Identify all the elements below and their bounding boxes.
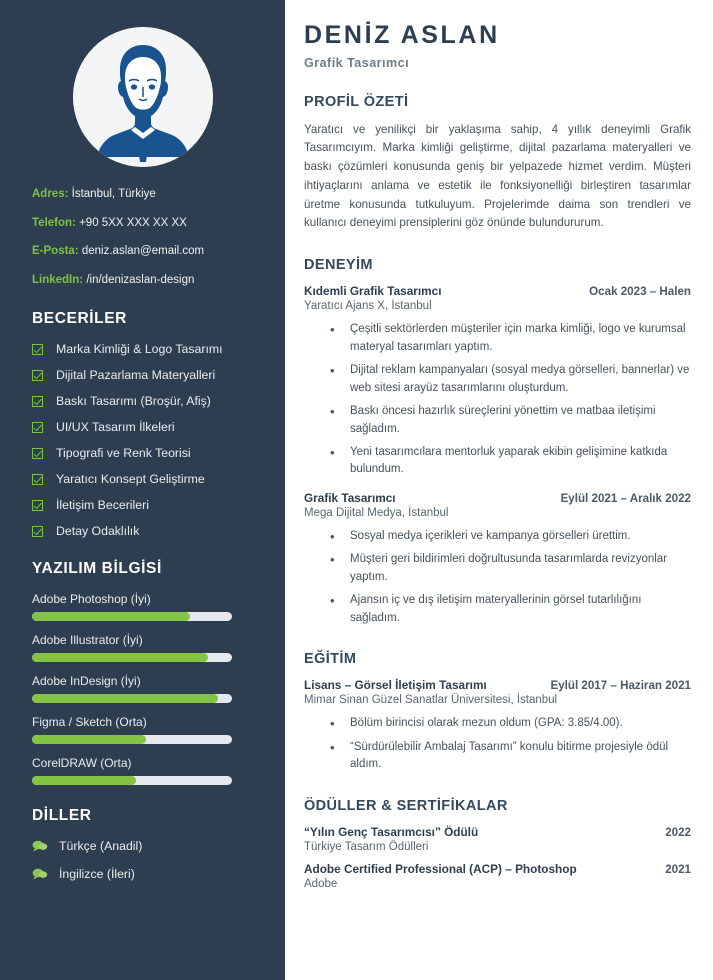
software-section <box>0 560 285 785</box>
software-progress-fill <box>32 612 190 621</box>
list-item <box>32 867 253 881</box>
software-title: YAZILIM BİLGİSİ <box>32 560 162 578</box>
avatar-container <box>0 0 285 167</box>
entry-header <box>304 491 691 505</box>
list-item <box>32 756 253 785</box>
list-item <box>32 633 253 662</box>
list-item <box>32 498 253 512</box>
skill-label: Yaratıcı Konsept Geliştirme <box>56 472 205 487</box>
checkbox-icon <box>32 370 43 381</box>
profile-summary-text: Yaratıcı ve yenilikçi bir yaklaşıma sahip, 4 yıllık deneyimli Grafik Tasarımcıyım. Marka kimliği geliştirme, dijital pazarlama materyalleri ve baskı çözümleri konusunda geniş bir yelpazede hizmet verdim. Müşteri ihtiyaçlarını anlama ve estetik ile fonksiyonelliği birleştiren tasarımlar üretme konusunda tutkuluyum. Projelerimde daima son trendleri ve kullanıcı deneyimi prensiplerini göz önünde bulundururum. <box>304 122 691 230</box>
contact-label-address: Adres: <box>32 188 69 200</box>
speech-bubble-icon <box>32 839 48 853</box>
checkbox-icon <box>32 526 43 537</box>
job-title: Grafik Tasarımcı <box>304 55 410 70</box>
skill-label: Tipografi ve Renk Teorisi <box>56 446 191 461</box>
section-title-profile: PROFİL ÖZETİ <box>304 93 409 110</box>
award-entry <box>304 825 691 853</box>
list-item: • Dijital reklam kampanyaları (sosyal medya görselleri, bannerlar) ve web sitesi arayüz tasarımlarını oluşturdum. <box>350 362 691 397</box>
speech-bubble-icon <box>32 867 48 881</box>
award-organization: Türkiye Tasarım Ödülleri <box>304 840 429 853</box>
list-item <box>32 342 253 356</box>
language-label: İngilizce (İleri) <box>59 867 135 882</box>
list-item: • Yeni tasarımcılara mentorluk yaparak ekibin gelişimine katkıda bulundum. <box>350 444 691 479</box>
contact-item-linkedin[interactable] <box>32 273 253 289</box>
contact-value-email[interactable]: deniz.aslan@email.com <box>81 245 205 258</box>
languages-section <box>0 807 285 881</box>
entry-date: Ocak 2023 – Halen <box>589 285 691 299</box>
award-title: Adobe Certified Professional (ACP) – Photoshop <box>304 861 577 876</box>
list-item <box>32 394 253 408</box>
entry-date: Eylül 2021 – Aralık 2022 <box>560 491 691 505</box>
sidebar <box>0 0 285 980</box>
entry-role: Grafik Tasarımcı <box>304 490 396 505</box>
list-item: • Bölüm birincisi olarak mezun oldum (GPA: 3.85/4.00). <box>350 715 691 732</box>
skill-label: Marka Kimliği & Logo Tasarımı <box>56 342 223 357</box>
award-year: 2021 <box>665 862 691 876</box>
checkbox-icon <box>32 396 43 407</box>
software-progress-fill <box>32 735 146 744</box>
skill-label: Dijital Pazarlama Materyalleri <box>56 368 216 383</box>
list-item: • “Sürdürülebilir Ambalaj Tasarımı” konulu bitirme projesiyle ödül aldım. <box>350 739 691 774</box>
list-item <box>32 368 253 382</box>
contact-item-phone <box>32 216 253 232</box>
entry-bullet-list <box>304 528 691 627</box>
award-title: “Yılın Genç Tasarımcısı” Ödülü <box>304 824 479 839</box>
experience-entry <box>304 284 691 479</box>
skills-title: BECERİLER <box>32 310 127 328</box>
entry-header <box>304 678 691 692</box>
list-item <box>32 524 253 538</box>
person-portrait-icon <box>73 27 213 167</box>
list-item: • Sosyal medya içerikleri ve kampanya görselleri ürettim. <box>350 528 691 545</box>
entry-header <box>304 284 691 298</box>
list-item <box>32 674 253 703</box>
software-progress-track <box>32 653 232 662</box>
section-title-experience: DENEYİM <box>304 257 373 274</box>
software-progress-track <box>32 776 232 785</box>
award-year: 2022 <box>665 825 691 839</box>
checkbox-icon <box>32 500 43 511</box>
software-progress-fill <box>32 694 218 703</box>
software-label: CorelDRAW (Orta) <box>32 756 132 771</box>
entry-role: Kıdemli Grafik Tasarımcı <box>304 284 442 299</box>
list-item <box>32 472 253 486</box>
contact-item-email[interactable] <box>32 244 253 260</box>
skill-label: UI/UX Tasarım İlkeleri <box>56 420 175 435</box>
award-organization: Adobe <box>304 877 338 890</box>
entry-date: Eylül 2017 – Haziran 2021 <box>550 679 691 693</box>
checkbox-icon <box>32 344 43 355</box>
award-header <box>304 862 691 876</box>
skills-list <box>32 342 253 538</box>
contact-label-email: E-Posta: <box>32 245 79 258</box>
award-header <box>304 825 691 839</box>
contact-label-linkedin: LinkedIn: <box>32 273 84 286</box>
skill-label: Baskı Tasarımı (Broşür, Afiş) <box>56 394 211 409</box>
entry-organization: Yaratıcı Ajans X, İstanbul <box>304 300 432 313</box>
software-label: Adobe InDesign (İyi) <box>32 674 141 689</box>
skills-section <box>0 310 285 538</box>
entry-organization: Mimar Sinan Güzel Sanatlar Üniversitesi, İstanbul <box>304 694 558 707</box>
software-progress-track <box>32 694 232 703</box>
skill-label: Detay Odaklılık <box>56 524 140 539</box>
entry-organization: Mega Dijital Medya, İstanbul <box>304 506 449 519</box>
checkbox-icon <box>32 474 43 485</box>
experience-entry <box>304 491 691 627</box>
contact-label-phone: Telefon: <box>32 216 76 229</box>
software-progress-fill <box>32 653 208 662</box>
software-label: Adobe Photoshop (İyi) <box>32 592 151 607</box>
contact-value-linkedin[interactable]: /in/denizaslan-design <box>86 273 195 286</box>
software-label: Adobe Illustrator (İyi) <box>32 633 143 648</box>
entry-bullet-list <box>304 321 691 479</box>
contact-value-address: İstanbul, Türkiye <box>71 188 156 200</box>
entry-bullet-list <box>304 715 691 773</box>
contact-item-address <box>32 187 253 203</box>
list-item: • Müşteri geri bildirimleri doğrultusunda tasarımlarda revizyonlar yaptım. <box>350 551 691 586</box>
software-progress-fill <box>32 776 136 785</box>
list-item <box>32 592 253 621</box>
list-item <box>32 715 253 744</box>
checkbox-icon <box>32 448 43 459</box>
section-title-education: EĞİTİM <box>304 651 357 668</box>
entry-degree: Lisans – Görsel İletişim Tasarımı <box>304 678 487 693</box>
language-label: Türkçe (Anadil) <box>59 839 143 854</box>
section-title-awards: ÖDÜLLER & SERTİFİKALAR <box>304 797 508 814</box>
list-item <box>32 446 253 460</box>
software-label: Figma / Sketch (Orta) <box>32 715 147 730</box>
skill-label: İletişim Becerileri <box>56 498 149 513</box>
contact-value-phone: +90 5XX XXX XX XX <box>79 216 187 229</box>
avatar <box>73 27 213 167</box>
list-item <box>32 839 253 853</box>
software-progress-track <box>32 735 232 744</box>
languages-title: DİLLER <box>32 807 92 825</box>
list-item: • Baskı öncesi hazırlık süreçlerini yönettim ve matbaa iletişimi sağladım. <box>350 403 691 438</box>
main-content <box>285 0 713 980</box>
list-item: • Ajansın iç ve dış iletişim materyallerinin görsel tutarlılığını sağladım. <box>350 592 691 627</box>
software-progress-track <box>32 612 232 621</box>
education-entry <box>304 678 691 773</box>
list-item: • Çeşitli sektörlerden müşteriler için marka kimliği, logo ve kurumsal materyal tasarımları yaptım. <box>350 321 691 356</box>
list-item <box>32 420 253 434</box>
checkbox-icon <box>32 422 43 433</box>
award-entry <box>304 862 691 890</box>
contact-list <box>0 187 285 288</box>
page-title: DENİZ ASLAN <box>304 21 500 49</box>
